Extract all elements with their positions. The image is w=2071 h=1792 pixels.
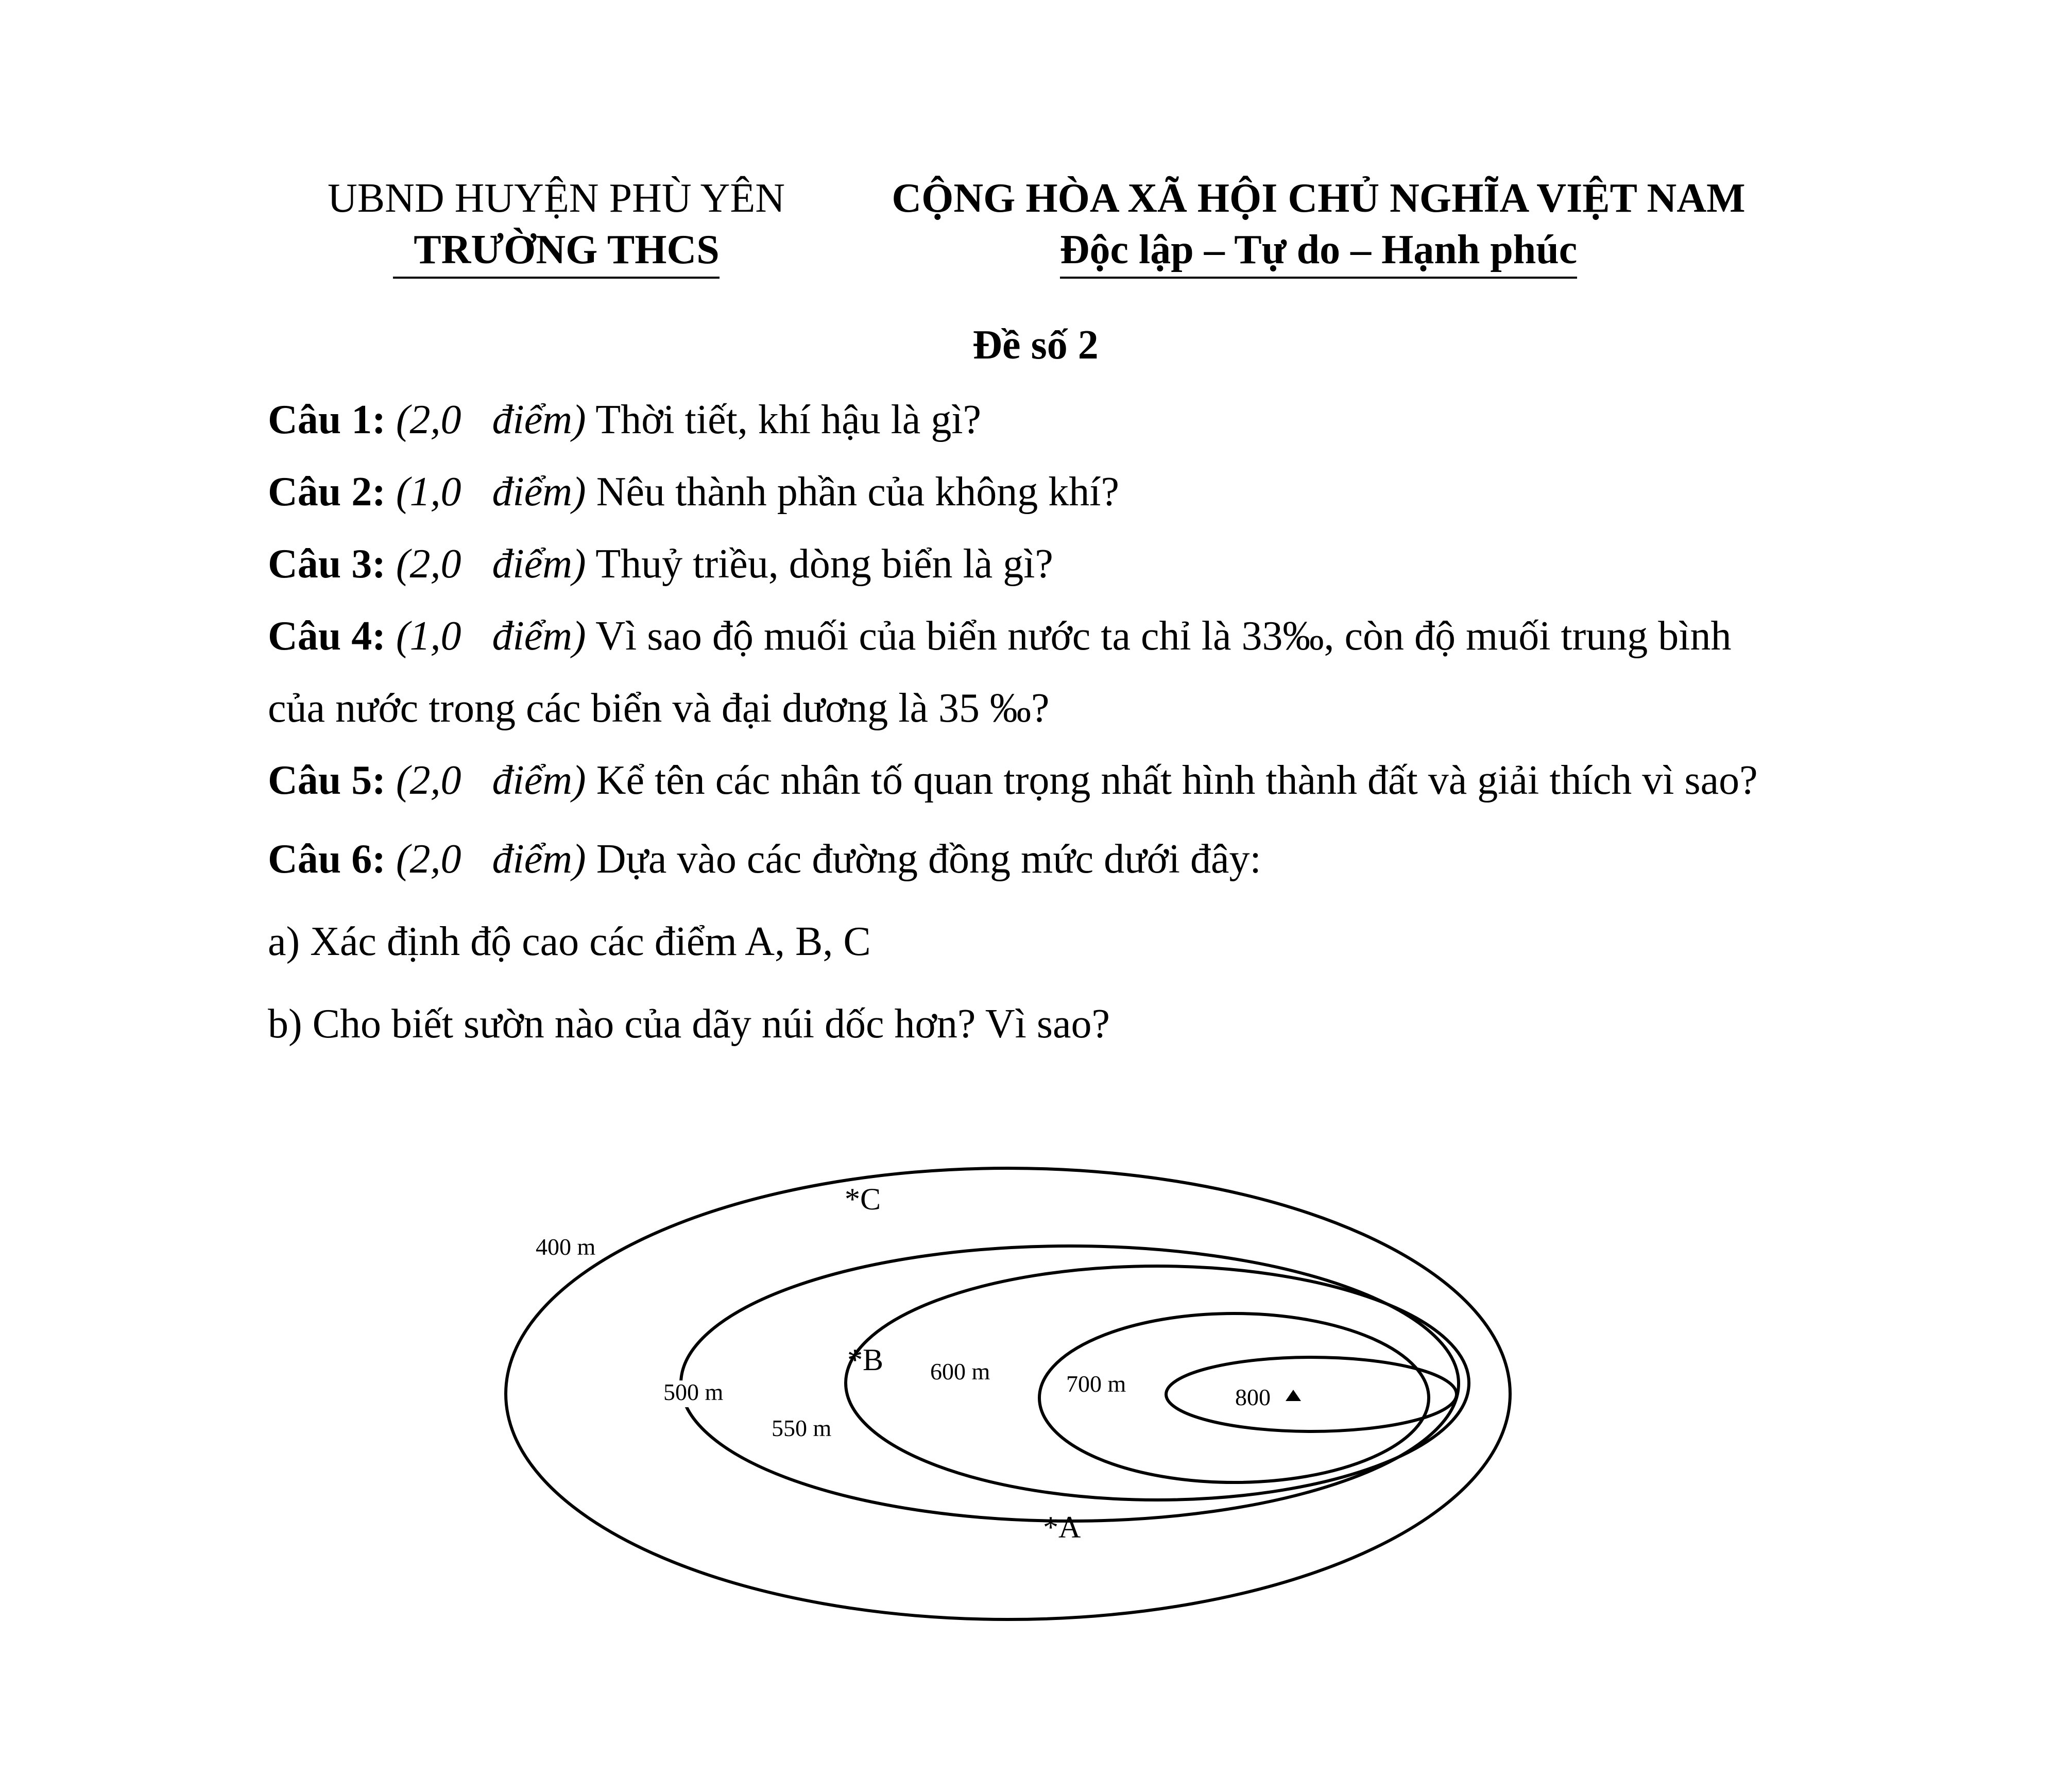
- question-text: Thuỷ triều, dòng biển là gì?: [586, 541, 1053, 587]
- question-points: (2,0 điểm): [396, 758, 586, 803]
- contour-600: [1039, 1313, 1429, 1482]
- exam-title: Đề số 2: [972, 322, 1099, 368]
- question-points: (2,0 điểm): [396, 541, 586, 587]
- label-400m: 400 m: [536, 1234, 596, 1260]
- contour-700: [1166, 1357, 1457, 1431]
- question-label: Câu 3:: [268, 541, 386, 587]
- question-text: Kể tên các nhân tố quan trọng nhất hình thành đất và giải thích vì sao?: [586, 758, 1758, 803]
- subquestion-a: a) Xác định độ cao các điểm A, B, C: [268, 919, 871, 964]
- contour-400: [506, 1168, 1510, 1619]
- question-points: (2,0 điểm): [396, 397, 586, 442]
- question-text: Nêu thành phần của không khí?: [586, 469, 1119, 515]
- question-points: (1,0 điểm): [396, 469, 586, 515]
- triangle-peak-icon: [1286, 1390, 1301, 1401]
- question-label: Câu 4:: [268, 613, 386, 659]
- question-points: (1,0 điểm): [396, 613, 586, 659]
- label-500m: 500 m: [663, 1379, 724, 1405]
- question-text: Vì sao độ muối của biển nước ta chỉ là 33‰, còn độ muối trung bình: [586, 613, 1732, 659]
- label-800: 800: [1235, 1384, 1271, 1410]
- country-name: CỘNG HÒA XÃ HỘI CHỦ NGHĨA VIỆT NAM: [892, 176, 1745, 221]
- question-4-continued: của nước trong các biển và đại dương là 35 ‰?: [268, 686, 1050, 731]
- subquestion-b: b) Cho biết sườn nào của dãy núi dốc hơn? Vì sao?: [268, 1001, 1110, 1047]
- question-label: Câu 6:: [268, 837, 386, 882]
- country-motto: Độc lập – Tự do – Hạnh phúc: [1060, 224, 1578, 279]
- label-700m: 700 m: [1066, 1371, 1126, 1397]
- point-b: *B: [847, 1343, 884, 1377]
- point-c: *C: [845, 1182, 881, 1216]
- question-text: Thời tiết, khí hậu là gì?: [586, 397, 982, 442]
- question-label: Câu 2:: [268, 469, 386, 515]
- question-label: Câu 1:: [268, 397, 386, 442]
- question-text: Dựa vào các đường đồng mức dưới đây:: [586, 837, 1261, 882]
- question-label: Câu 5:: [268, 758, 386, 803]
- question-points: (2,0 điểm): [396, 837, 586, 882]
- label-600m: 600 m: [930, 1358, 990, 1385]
- district-name: UBND HUYỆN PHÙ YÊN: [327, 176, 785, 221]
- point-a: *A: [1043, 1510, 1081, 1544]
- label-550m: 550 m: [772, 1415, 832, 1441]
- school-name: TRƯỜNG THCS: [393, 224, 719, 279]
